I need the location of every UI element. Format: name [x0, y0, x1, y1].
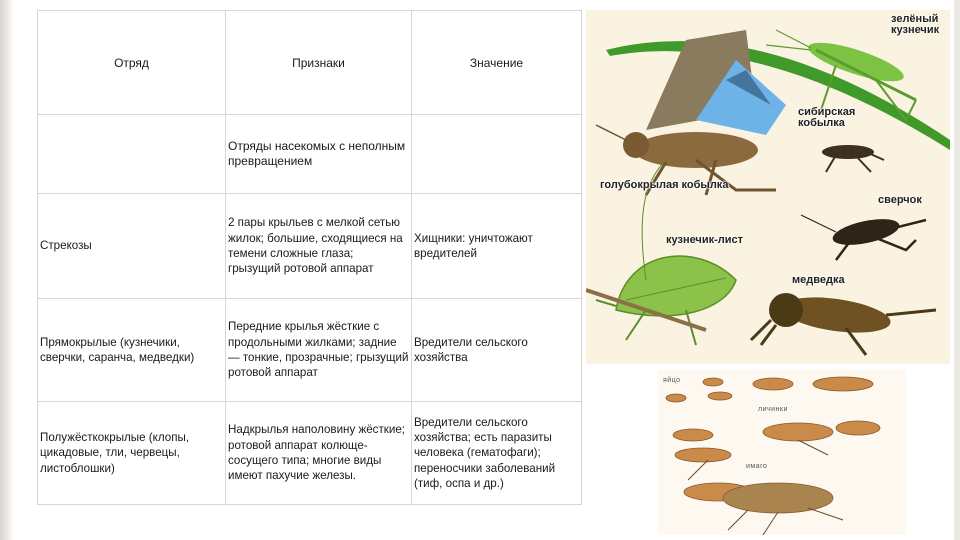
- header-features: Признаки: [226, 11, 412, 115]
- mole-cricket-figure: [751, 292, 936, 355]
- left-edge-decoration: [0, 0, 14, 540]
- label-leaf-katydid: кузнечик-лист: [666, 234, 744, 246]
- right-edge-decoration: [954, 0, 960, 540]
- grass-blade: [606, 41, 950, 150]
- subheader-title: Отряды насекомых с неполным превращением: [226, 115, 412, 194]
- order-cell: Стрекозы: [38, 194, 226, 299]
- significance-cell: Вредители сельского хозяйства; есть паразиты человека (гематофаги); переносчики заболеваний (тиф, оспа и др.): [412, 402, 582, 505]
- order-cell: Прямокрылые (кузнечики, сверчки, саранча, медведки): [38, 299, 226, 402]
- label-blue-winged-grasshopper: голубокрылая кобылка: [600, 179, 729, 191]
- table-row: [38, 402, 582, 505]
- table-row: [38, 299, 582, 402]
- features-cell: Надкрылья наполовину жёсткие; ротовой аппарат колюще-сосущего типа; многие виды имеют пахучие железы.: [226, 402, 412, 505]
- significance-cell: Хищники: уничтожают вредителей: [412, 194, 582, 299]
- egg-pod: [666, 394, 686, 402]
- subheader-empty: [38, 115, 226, 194]
- siberian-grasshopper-figure: [822, 145, 884, 172]
- orthoptera-illustration: [586, 10, 950, 364]
- label-siberian-grasshopper: сибирская кобылка: [798, 106, 856, 129]
- table-row: [38, 194, 582, 299]
- label-green-grasshopper: зелёный кузнечик: [891, 13, 940, 36]
- features-cell: 2 пары крыльев с мелкой сетью жилок; большие, сходящиеся на темени сложные глаза; грызущий ротовой аппарат: [226, 194, 412, 299]
- header-order: Отряд: [38, 11, 226, 115]
- label-adult: имаго: [746, 463, 768, 470]
- header-row: [38, 11, 582, 115]
- features-cell: Передние крылья жёсткие с продольными жилками; задние — тонкие, прозрачные; грызущий ротовой аппарат: [226, 299, 412, 402]
- label-larvae: личинки: [758, 406, 788, 413]
- cricket-figure: [801, 214, 926, 260]
- subheader-row: [38, 115, 582, 194]
- order-cell: Полужёсткокрылые (клопы, цикадовые, тли, червецы, листоблошки): [38, 402, 226, 505]
- header-significance: Значение: [412, 11, 582, 115]
- label-mole-cricket: медведка: [792, 274, 845, 286]
- label-egg: яйцо: [663, 377, 681, 384]
- label-cricket: сверчок: [878, 194, 922, 206]
- insect-orders-table: [37, 10, 582, 505]
- development-drawing: [658, 370, 906, 535]
- grasshopper-development-illustration: [658, 370, 906, 535]
- subheader-empty-2: [412, 115, 582, 194]
- significance-cell: Вредители сельского хозяйства: [412, 299, 582, 402]
